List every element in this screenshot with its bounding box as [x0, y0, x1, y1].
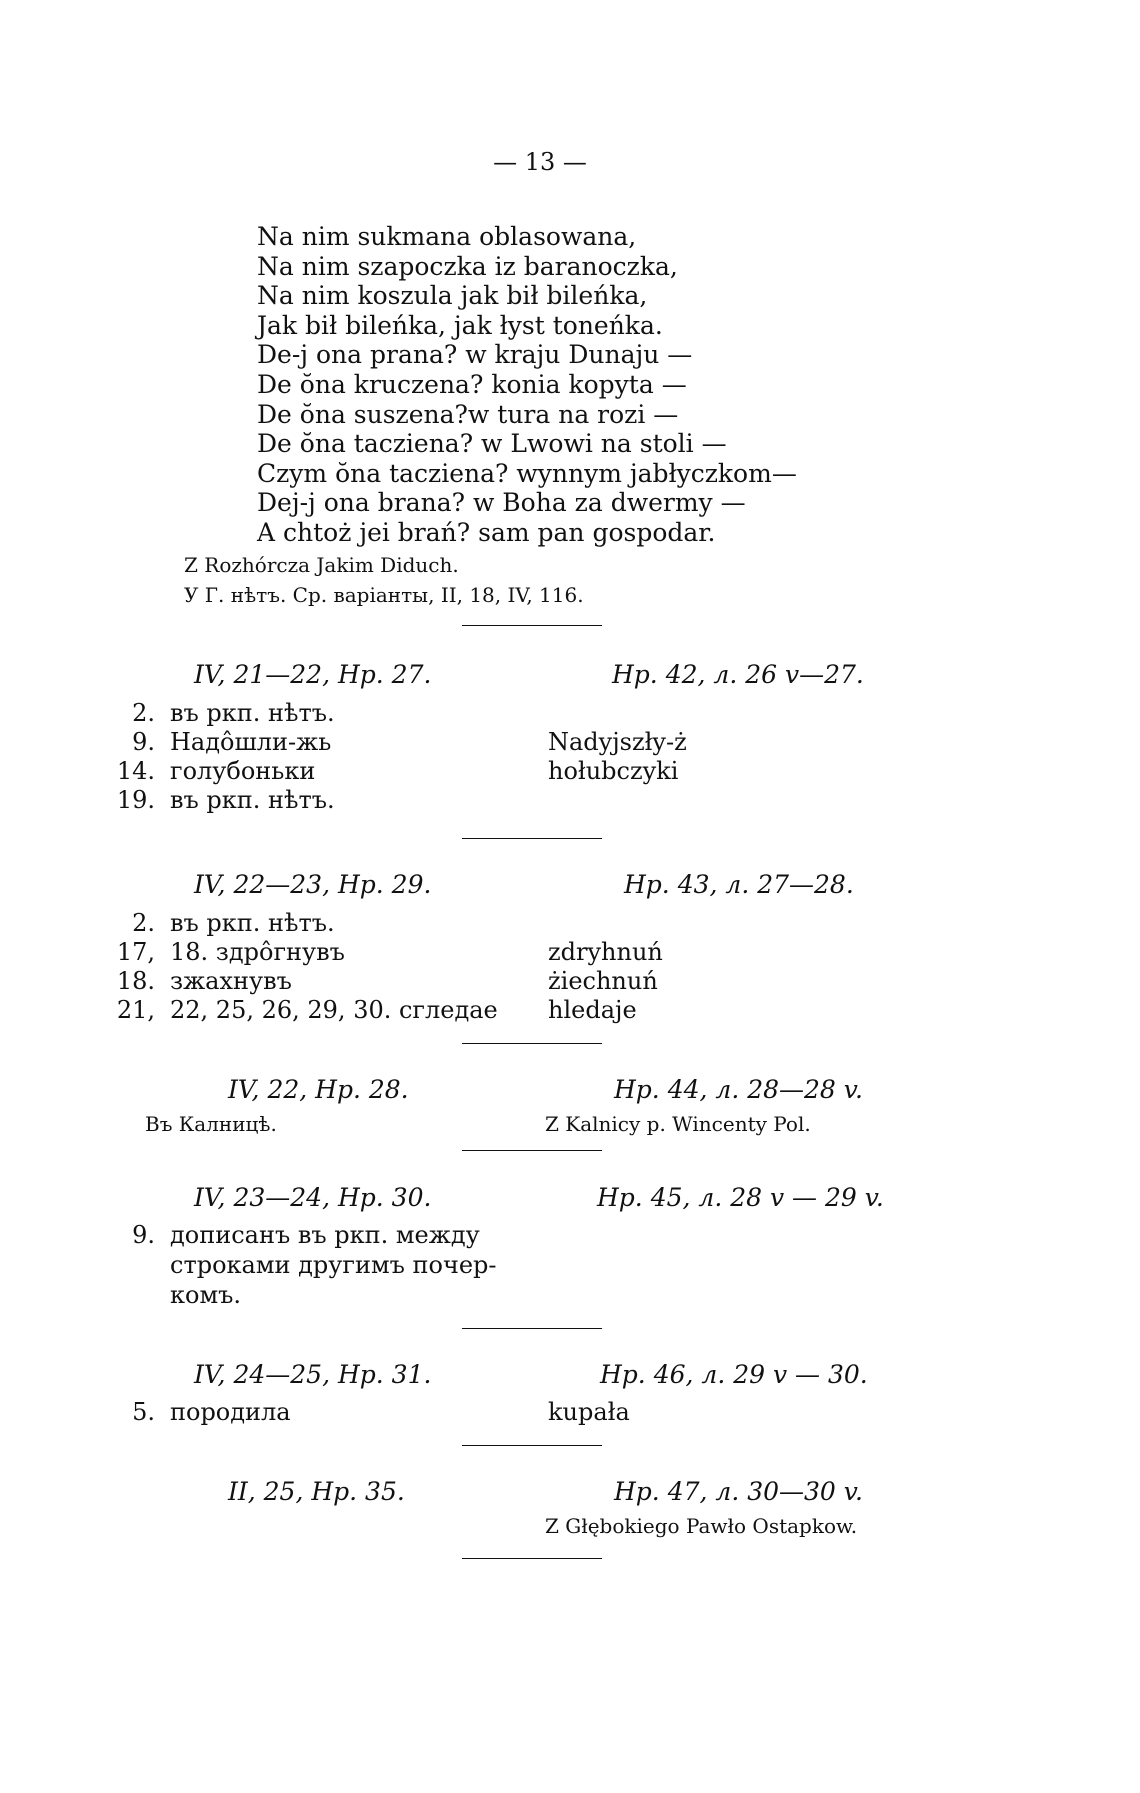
variant-right: kupała [548, 1398, 630, 1426]
variant-note-line: комъ. [170, 1281, 242, 1309]
line-number: 2. [132, 699, 155, 727]
line-number: 18. [116, 967, 155, 995]
section-left-reference: II, 25, Hp. 35. [228, 1477, 405, 1506]
variant-right: żiechnuń [548, 967, 658, 995]
poem-block [257, 222, 797, 548]
line-number: 5. [132, 1398, 155, 1426]
variant-left: породила [170, 1398, 291, 1426]
section-right-reference: Hp. 46, л. 29 v — 30. [600, 1360, 868, 1389]
variant-left: въ ркп. нѣтъ. [170, 699, 335, 727]
section-divider [462, 625, 602, 626]
line-number: 19. [116, 786, 155, 814]
variant-left: голубоньки [170, 757, 316, 785]
line-number: 17, [116, 938, 155, 966]
section-divider [462, 1043, 602, 1044]
poem-line: Na nim koszula jak bił bileńka, [257, 281, 648, 311]
section-divider [462, 1328, 602, 1329]
variant-right: Nadyjszły-ż [548, 728, 687, 756]
section-right-reference: Hp. 43, л. 27—28. [624, 870, 854, 899]
section-divider [462, 1445, 602, 1446]
section-right-reference: Hp. 44, л. 28—28 v. [614, 1075, 863, 1104]
variant-right: zdryhnuń [548, 938, 663, 966]
source-note: Z Rozhórcza Jakim Diduch. [184, 553, 459, 577]
section-divider [462, 1558, 602, 1559]
section-divider [462, 1150, 602, 1151]
poem-line: Na nim sukmana oblasowana, [257, 222, 637, 251]
variant-note-line: строками другимъ почер- [170, 1251, 497, 1279]
line-number: 21, [116, 996, 155, 1024]
section-note: Z Głębokiego Pawło Ostapkow. [545, 1514, 858, 1538]
section-left-reference: IV, 21—22, Hp. 27. [194, 660, 432, 689]
section-left-reference: IV, 22, Hp. 28. [228, 1075, 409, 1104]
variant-right: hołubczyki [548, 757, 679, 785]
poem-line: Na nim szapoczka iz baranoczka, [257, 251, 678, 281]
variant-left: 22, 25, 26, 29, 30. сгледае [170, 996, 498, 1024]
section-right-reference: Hp. 45, л. 28 v — 29 v. [597, 1183, 884, 1212]
variant-note-line: дописанъ въ ркп. между [170, 1221, 480, 1249]
section-note: Въ Калницѣ. [145, 1112, 277, 1136]
poem-line: De-j ona prana? w kraju Dunaju — [257, 340, 693, 370]
section-left-reference: IV, 22—23, Hp. 29. [194, 870, 432, 899]
variant-left: Надôшли-жь [170, 728, 332, 756]
page-number: — 13 — [493, 148, 587, 176]
section-right-reference: Hp. 42, л. 26 v—27. [612, 660, 864, 689]
variant-left: въ ркп. нѣтъ. [170, 909, 335, 937]
poem-line: De ŏna suszena?w tura na rozi — [257, 399, 679, 429]
line-number: 9. [132, 1221, 155, 1249]
poem-line: Dej-j ona brana? w Boha za dwermy — [257, 488, 746, 518]
variants-note: У Г. нѣтъ. Ср. варіанты, II, 18, IV, 116. [184, 583, 584, 607]
variant-left: зжахнувъ [170, 967, 292, 995]
poem-line: A chtoż jei brań? sam pan gospodar. [257, 517, 716, 547]
variant-left: 18. здрôгнувъ [170, 938, 345, 966]
poem-line: De ŏna tacziena? w Lwowi na stoli — [257, 429, 727, 459]
section-left-reference: IV, 24—25, Hp. 31. [194, 1360, 432, 1389]
line-number: 2. [132, 909, 155, 937]
poem-line: Czym ŏna tacziena? wynnym jabłyczkom— [257, 458, 797, 488]
section-note: Z Kalnicy p. Wincenty Pol. [545, 1112, 811, 1136]
line-number: 9. [132, 728, 155, 756]
variant-left: въ ркп. нѣтъ. [170, 786, 335, 814]
section-left-reference: IV, 23—24, Hp. 30. [194, 1183, 432, 1212]
section-divider [462, 838, 602, 839]
poem-line: Jak bił bileńka, jak łyst toneńka. [257, 310, 663, 340]
poem-line: De ŏna kruczena? konia kopyta — [257, 369, 687, 399]
section-right-reference: Hp. 47, л. 30—30 v. [614, 1477, 863, 1506]
variant-right: hledaje [548, 996, 637, 1024]
line-number: 14. [116, 757, 155, 785]
